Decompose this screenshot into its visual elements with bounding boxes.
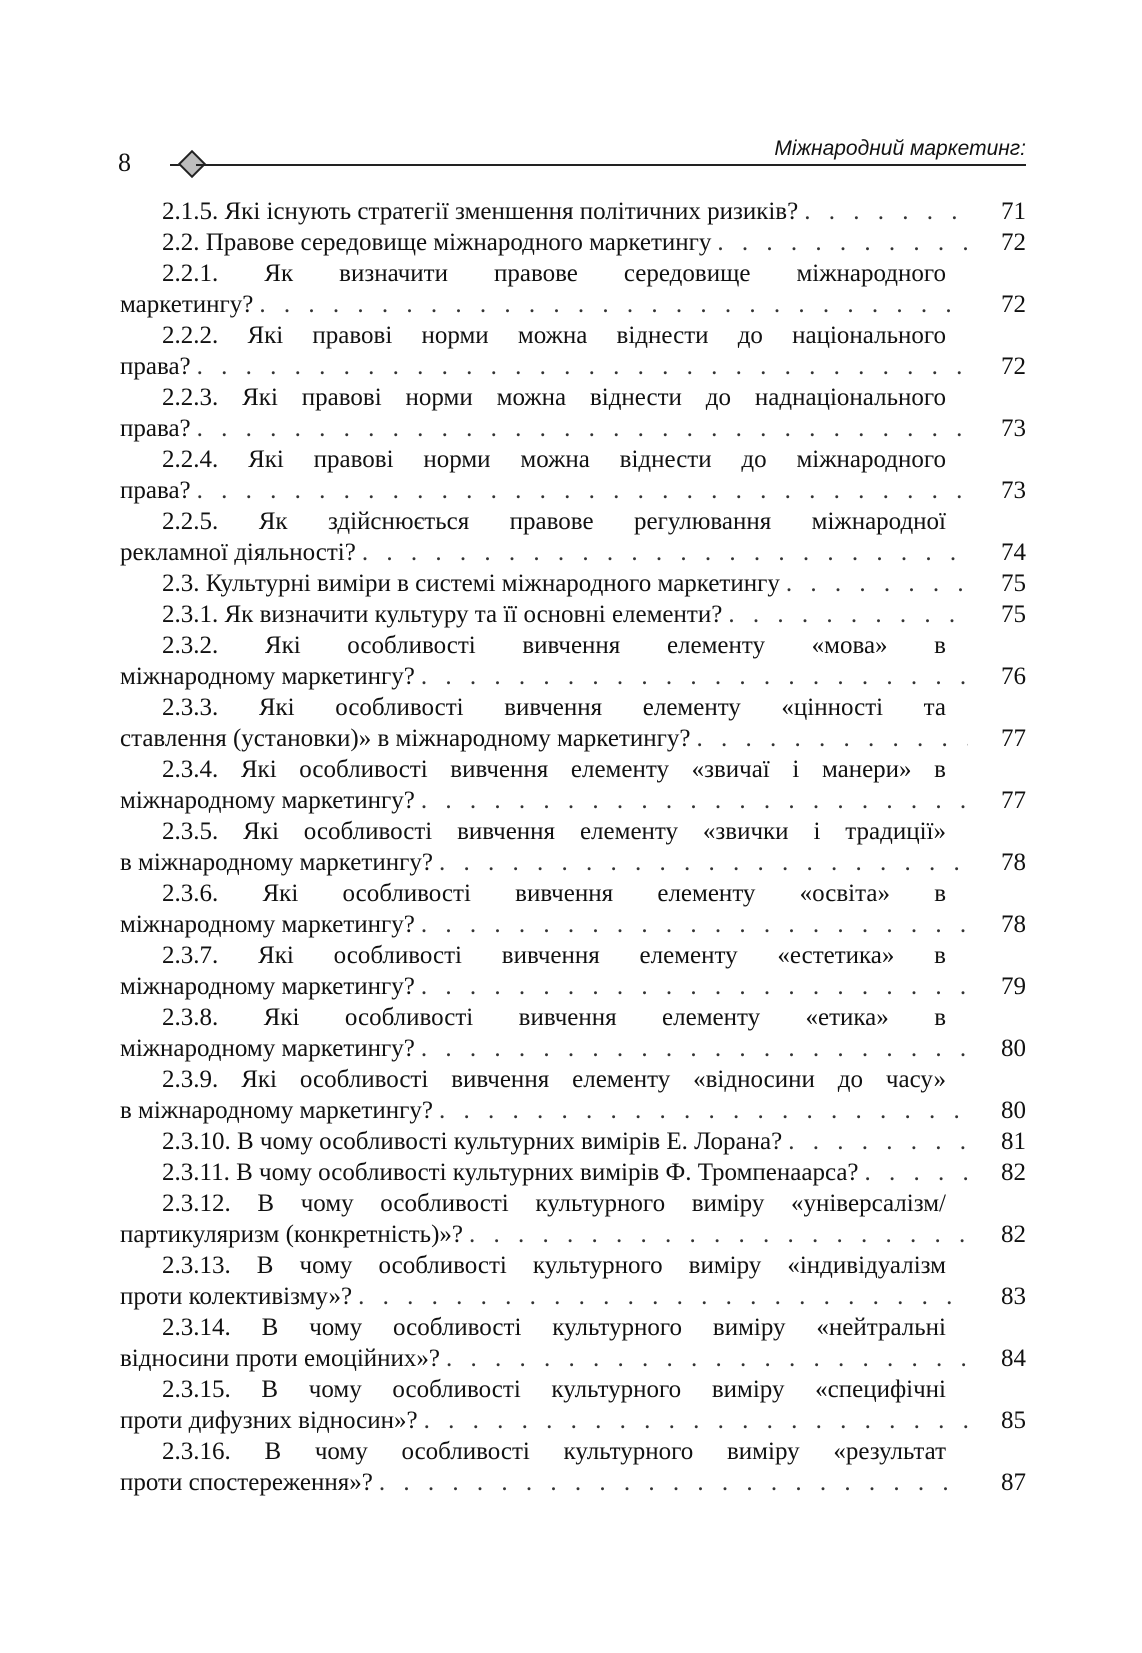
dot-leader xyxy=(711,227,968,258)
toc-entry-text: міжнародному маркетингу? xyxy=(120,1035,415,1062)
toc-entry-text: в міжнародному маркетингу? xyxy=(120,1097,433,1124)
toc-page-number: 72 xyxy=(1001,229,1026,256)
toc-entry-text: права? xyxy=(120,353,191,380)
page-number: 8 xyxy=(118,148,131,177)
dot-leader xyxy=(191,413,968,444)
toc-entry-final-line xyxy=(120,196,1026,227)
toc-page-number: 77 xyxy=(1001,787,1026,814)
toc-entry xyxy=(120,1374,1026,1436)
toc-entry-final-line xyxy=(120,1405,1026,1436)
toc-entry-text: партикуляризм (конкретність)»? xyxy=(120,1221,464,1248)
toc-entry-final-line xyxy=(120,1126,1026,1157)
toc-entry xyxy=(120,320,1026,382)
toc-entry-line: 2.2.5. Як здійснюється правове регулювання міжнародної xyxy=(162,508,946,535)
toc-page-number: 84 xyxy=(1001,1345,1026,1372)
toc-entry-text: міжнародному маркетингу? xyxy=(120,973,415,1000)
toc-page-number: 80 xyxy=(1001,1035,1026,1062)
toc-page-number: 74 xyxy=(1001,539,1026,566)
dot-leader xyxy=(798,196,968,227)
toc-entry-final-line xyxy=(120,785,1026,816)
toc-entry-text: проти спостереження»? xyxy=(120,1469,373,1496)
toc-entry xyxy=(120,1157,1026,1188)
toc-entry-line: 2.3.6. Які особливості вивчення елементу «освіта» в xyxy=(162,880,946,907)
toc-entry-text: маркетингу? xyxy=(120,291,254,318)
dot-leader xyxy=(415,785,968,816)
toc-page-number: 78 xyxy=(1001,911,1026,938)
toc-entry-text: права? xyxy=(120,415,191,442)
toc-page-number: 81 xyxy=(1001,1128,1026,1155)
toc-page-number: 72 xyxy=(1001,353,1026,380)
toc-entry-final-line xyxy=(120,537,1026,568)
toc-entry-text: 2.3.11. В чому особливості культурних вимірів Ф. Тромпенаарса? xyxy=(162,1159,859,1186)
page-header xyxy=(0,0,1142,190)
toc-page-number: 73 xyxy=(1001,415,1026,442)
toc-entry-final-line xyxy=(120,1467,1026,1498)
toc-entry-final-line xyxy=(120,413,1026,444)
toc-entry-text: 2.3.1. Як визначити культуру та її основні елементи? xyxy=(162,601,723,628)
toc-entry xyxy=(120,630,1026,692)
toc-entry xyxy=(120,196,1026,227)
toc-entry-text: права? xyxy=(120,477,191,504)
toc-entry-text: 2.3.10. В чому особливості культурних вимірів Е. Лорана? xyxy=(162,1128,783,1155)
toc-page-number: 82 xyxy=(1001,1159,1026,1186)
toc-entry-line: 2.2.4. Які правові норми можна віднести до міжнародного xyxy=(162,446,946,473)
toc-entry-text: в міжнародному маркетингу? xyxy=(120,849,433,876)
toc-entry xyxy=(120,1002,1026,1064)
toc-entry-line: 2.3.15. В чому особливості культурного виміру «специфічні xyxy=(162,1376,946,1403)
toc-entry-text: 2.3. Культурні виміри в системі міжнародного маркетингу xyxy=(162,570,780,597)
dot-leader xyxy=(433,847,968,878)
toc-entry-final-line xyxy=(120,971,1026,1002)
dot-leader xyxy=(415,1033,968,1064)
dot-leader xyxy=(463,1219,968,1250)
toc-entry-final-line xyxy=(120,351,1026,382)
toc-entry xyxy=(120,816,1026,878)
dot-leader xyxy=(415,971,968,1002)
toc-entry-final-line xyxy=(120,1281,1026,1312)
toc-page-number: 85 xyxy=(1001,1407,1026,1434)
toc-entry-line: 2.3.7. Які особливості вивчення елементу «естетика» в xyxy=(162,942,946,969)
dot-leader xyxy=(722,599,968,630)
toc-entry xyxy=(120,1312,1026,1374)
toc-entry-text: міжнародному маркетингу? xyxy=(120,787,415,814)
toc-entry xyxy=(120,1250,1026,1312)
toc-entry-line: 2.3.4. Які особливості вивчення елементу «звичаї і манери» в xyxy=(162,756,946,783)
toc-page-number: 75 xyxy=(1001,570,1026,597)
toc-entry-text: відносини проти емоційних»? xyxy=(120,1345,441,1372)
toc-page-number: 77 xyxy=(1001,725,1026,752)
toc-entry-line: 2.3.8. Які особливості вивчення елементу «етика» в xyxy=(162,1004,946,1031)
toc-page-number: 73 xyxy=(1001,477,1026,504)
toc-page-number: 71 xyxy=(1001,198,1026,225)
dot-leader xyxy=(191,475,968,506)
toc-entry-line: 2.2.1. Як визначити правове середовище міжнародного xyxy=(162,260,946,287)
dot-leader xyxy=(418,1405,968,1436)
toc-entry-final-line xyxy=(120,599,1026,630)
toc-entry-line: 2.2.3. Які правові норми можна віднести до наднаціонального xyxy=(162,384,946,411)
toc-page-number: 82 xyxy=(1001,1221,1026,1248)
toc-entry-final-line xyxy=(120,289,1026,320)
toc-entry xyxy=(120,506,1026,568)
dot-leader xyxy=(191,351,968,382)
dot-leader xyxy=(433,1095,968,1126)
toc-entry-final-line xyxy=(120,227,1026,258)
toc-entry xyxy=(120,754,1026,816)
toc-entry-text: міжнародному маркетингу? xyxy=(120,911,415,938)
toc-entry xyxy=(120,1188,1026,1250)
toc-page-number: 76 xyxy=(1001,663,1026,690)
toc-entry-final-line xyxy=(120,847,1026,878)
toc-entry xyxy=(120,599,1026,630)
toc-entry-final-line xyxy=(120,723,1026,754)
toc-entry-line: 2.3.3. Які особливості вивчення елементу «цінності та xyxy=(162,694,946,721)
toc-entry xyxy=(120,1126,1026,1157)
dot-leader xyxy=(253,289,968,320)
toc-entry-line: 2.3.5. Які особливості вивчення елементу «звички і традиції» xyxy=(162,818,946,845)
toc-entry xyxy=(120,382,1026,444)
toc-entry-text: проти колективізму»? xyxy=(120,1283,353,1310)
toc-entry xyxy=(120,692,1026,754)
toc-page-number: 83 xyxy=(1001,1283,1026,1310)
toc-page-number: 80 xyxy=(1001,1097,1026,1124)
toc-entry-final-line xyxy=(120,1343,1026,1374)
toc-entry-line: 2.3.13. В чому особливості культурного виміру «індивідуалізм xyxy=(162,1252,946,1279)
toc-entry-text: ставлення (установки)» в міжнародному маркетингу? xyxy=(120,725,691,752)
toc-entry-line: 2.3.14. В чому особливості культурного виміру «нейтральні xyxy=(162,1314,946,1341)
toc-entry-final-line xyxy=(120,568,1026,599)
toc-entry-line: 2.3.9. Які особливості вивчення елементу «відносини до часу» xyxy=(162,1066,946,1093)
toc-entry-final-line xyxy=(120,661,1026,692)
toc-entry-text: рекламної діяльності? xyxy=(120,539,356,566)
dot-leader xyxy=(440,1343,968,1374)
toc-entry-final-line xyxy=(120,909,1026,940)
toc-entry xyxy=(120,227,1026,258)
table-of-contents xyxy=(120,196,1026,1498)
toc-entry-text: міжнародному маркетингу? xyxy=(120,663,415,690)
dot-leader xyxy=(415,661,968,692)
dot-leader xyxy=(859,1157,968,1188)
toc-entry xyxy=(120,1064,1026,1126)
dot-leader xyxy=(356,537,968,568)
toc-entry xyxy=(120,258,1026,320)
dot-leader xyxy=(373,1467,968,1498)
toc-entry xyxy=(120,1436,1026,1498)
toc-entry-line: 2.3.2. Які особливості вивчення елементу «мова» в xyxy=(162,632,946,659)
toc-entry-final-line xyxy=(120,1095,1026,1126)
running-title: Міжнародний маркетинг: xyxy=(774,137,1026,160)
dot-leader xyxy=(780,568,968,599)
toc-entry xyxy=(120,568,1026,599)
toc-entry-final-line xyxy=(120,1033,1026,1064)
toc-entry-line: 2.3.16. В чому особливості культурного виміру «результат xyxy=(162,1438,946,1465)
toc-page-number: 75 xyxy=(1001,601,1026,628)
toc-entry xyxy=(120,878,1026,940)
header-rule xyxy=(196,164,1026,166)
dot-leader xyxy=(782,1126,968,1157)
toc-entry-final-line xyxy=(120,475,1026,506)
toc-entry-line: 2.3.12. В чому особливості культурного виміру «універсалізм/ xyxy=(162,1190,946,1217)
toc-entry xyxy=(120,444,1026,506)
toc-entry xyxy=(120,940,1026,1002)
toc-page-number: 79 xyxy=(1001,973,1026,1000)
dot-leader xyxy=(690,723,968,754)
toc-entry-line: 2.2.2. Які правові норми можна віднести до національного xyxy=(162,322,946,349)
toc-entry-final-line xyxy=(120,1219,1026,1250)
toc-entry-text: 2.2. Правове середовище міжнародного маркетингу xyxy=(162,229,712,256)
toc-entry-final-line xyxy=(120,1157,1026,1188)
toc-page-number: 87 xyxy=(1001,1469,1026,1496)
toc-page-number: 78 xyxy=(1001,849,1026,876)
dot-leader xyxy=(352,1281,968,1312)
toc-page-number: 72 xyxy=(1001,291,1026,318)
toc-entry-text: проти дифузних відносин»? xyxy=(120,1407,418,1434)
toc-entry-text: 2.1.5. Які існують стратегії зменшення політичних ризиків? xyxy=(162,198,799,225)
dot-leader xyxy=(415,909,968,940)
